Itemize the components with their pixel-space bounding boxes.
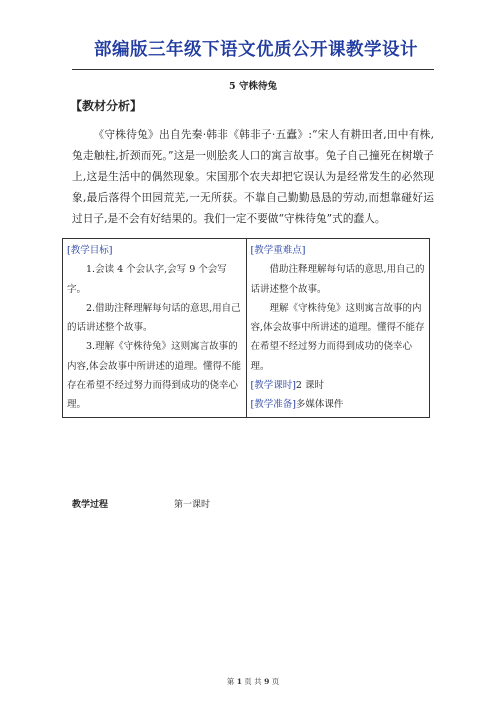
- key-points-label: [教学重难点]: [250, 245, 306, 256]
- prep-value: 多媒体课件: [295, 399, 344, 411]
- footer-total-pages: 9: [264, 677, 270, 686]
- footer-suffix: 页: [271, 677, 280, 686]
- goal-item: 1.会读 4 个会认字,会写 9 个会写字。: [67, 264, 227, 295]
- key-point-item: 理解《守株待兔》这则寓言故事的内容,体会故事中所讲述的道理。懂得不能存在希望不经过努力而得到成功的侥幸心理。: [250, 302, 425, 372]
- page-footer: [72, 676, 434, 687]
- prep-label: [教学准备]: [250, 399, 296, 411]
- goal-item: 2.借助注释理解每句话的意思,用自己的话讲述整个故事。: [67, 302, 241, 334]
- analysis-heading: 【教材分析】: [70, 99, 143, 113]
- hours-label: [教学课时]: [250, 380, 296, 392]
- header-divider: [72, 69, 434, 70]
- goals-cell: [63, 239, 247, 418]
- period-label: 第一课时: [174, 500, 211, 510]
- process-label: 教学过程: [72, 500, 109, 510]
- lesson-title: 5 守株待兔: [229, 81, 277, 92]
- analysis-paragraph: 《守株待兔》出自先秦·韩非《韩非子·五蠹》:“宋人有耕田者,田中有株,兔走触柱,折颈而死。”这是一则脍炙人口的寓言故事。兔子自己撞死在树墩子上,这是生活中的偶然现象。宋国那个农夫却把它误认为是经常发生的必然现象,最后落得个田园荒芜,一无所获。不靠自己勤勤恳恳的劳动,而想靠碰好运过日子,是不会有好结果的。我们一定不要做“守株待兔”式的蠢人。: [72, 128, 434, 225]
- prep-line: [251, 395, 426, 414]
- hours-value: 2 课时: [295, 380, 324, 392]
- hours-line: [251, 376, 426, 395]
- key-point-item: 借助注释理解每句话的意思,用自己的话讲述整个故事。: [250, 264, 425, 295]
- footer-page-number: 1: [236, 677, 242, 686]
- teaching-plan-table: [62, 238, 430, 418]
- key-points-cell: [246, 239, 430, 418]
- footer-prefix: 第: [226, 677, 235, 686]
- table-row: [63, 239, 430, 418]
- goals-label: [教学目标]: [67, 245, 113, 256]
- goal-item: 3.理解《守株待兔》这则寓言故事的内容,体会故事中所讲述的道理。懂得不能存在希望不经过努力而得到成功的侥幸心理。: [67, 341, 242, 411]
- footer-middle: 页 共: [244, 677, 262, 686]
- document-banner-title: 部编版三年级下语文优质公开课教学设计: [94, 40, 418, 60]
